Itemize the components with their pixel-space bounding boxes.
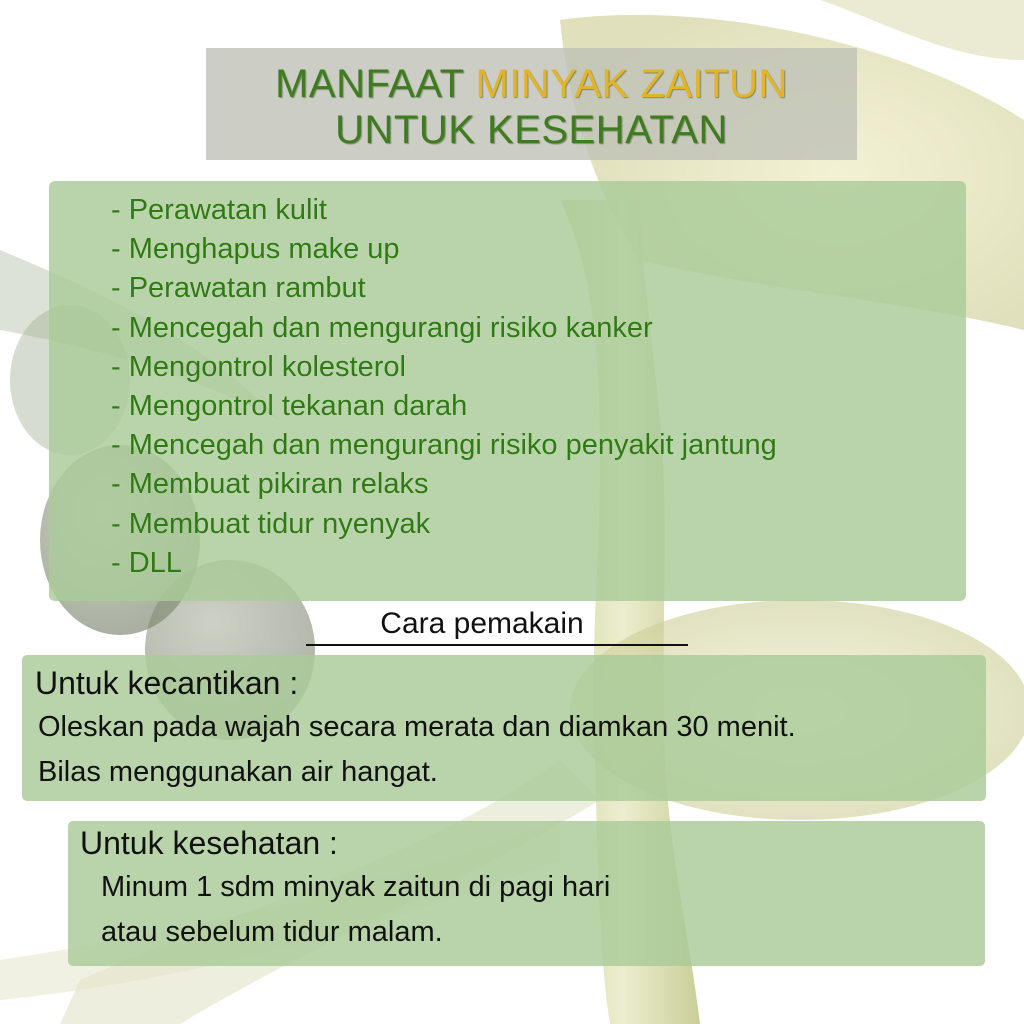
benefit-item: - Membuat tidur nyenyak bbox=[111, 507, 431, 540]
beauty-line-2: Bilas menggunakan air hangat. bbox=[38, 756, 438, 788]
benefit-item: - Mencegah dan mengurangi risiko kanker bbox=[111, 311, 653, 344]
beauty-instructions bbox=[38, 705, 796, 795]
beauty-heading: Untuk kecantikan : bbox=[35, 665, 299, 701]
benefit-item: - Membuat pikiran relaks bbox=[111, 468, 429, 501]
usage-heading-underline bbox=[306, 604, 688, 646]
health-heading: Untuk kesehatan : bbox=[80, 825, 338, 861]
title-line-2: UNTUK KESEHATAN bbox=[335, 108, 728, 152]
title-line-1 bbox=[206, 61, 857, 107]
title-banner bbox=[206, 48, 857, 160]
benefit-item: - DLL bbox=[111, 546, 182, 579]
benefit-item: - Perawatan kulit bbox=[111, 194, 327, 226]
beauty-usage-panel bbox=[22, 655, 986, 801]
health-line-2: atau sebelum tidur malam. bbox=[101, 916, 443, 948]
beauty-line-1: Oleskan pada wajah secara merata dan diamkan 30 menit. bbox=[38, 711, 796, 743]
title-prefix: MANFAAT bbox=[275, 62, 476, 106]
benefit-item: - Mengontrol kolesterol bbox=[111, 350, 406, 383]
benefit-item: - Menghapus make up bbox=[111, 233, 400, 266]
benefit-item: - Mengontrol tekanan darah bbox=[111, 390, 468, 423]
usage-heading: Cara pemakain bbox=[380, 607, 584, 640]
health-usage-panel bbox=[68, 821, 985, 966]
health-instructions bbox=[101, 865, 610, 955]
benefits-panel bbox=[49, 181, 966, 601]
title-accent: MINYAK ZAITUN bbox=[475, 62, 788, 106]
health-line-1: Minum 1 sdm minyak zaitun di pagi hari bbox=[101, 871, 611, 903]
benefits-list bbox=[49, 181, 966, 583]
benefit-item: - Perawatan rambut bbox=[111, 272, 366, 305]
benefit-item: - Mencegah dan mengurangi risiko penyakit jantung bbox=[111, 429, 777, 462]
